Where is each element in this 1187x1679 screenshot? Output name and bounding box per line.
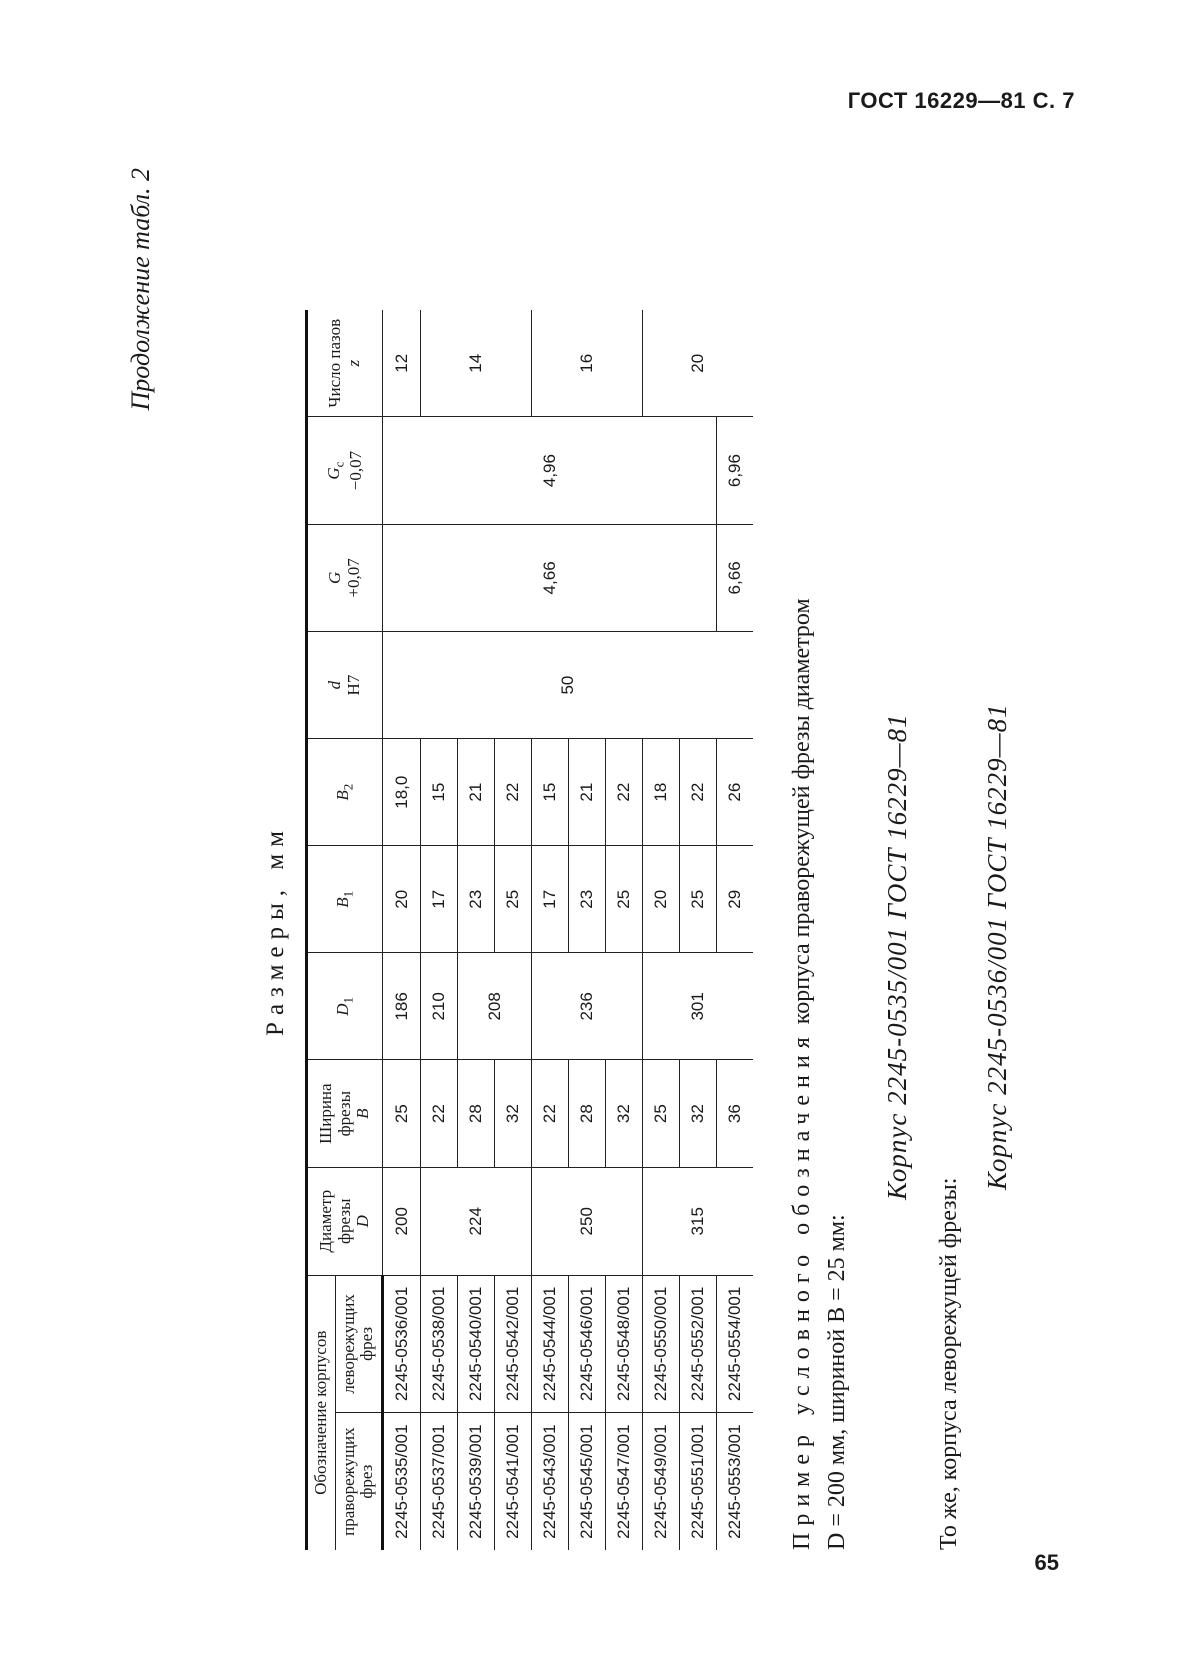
example-line2: D = 200 мм, шириной B = 25 мм:	[823, 1214, 850, 1550]
cell-right-code: 2245-0537/001	[421, 1413, 458, 1550]
cell-left-code: 2245-0538/001	[421, 1275, 458, 1413]
cell-left-code: 2245-0550/001	[643, 1275, 680, 1413]
cell-left-code: 2245-0536/001	[383, 1275, 421, 1413]
cell-width: 28	[458, 1060, 495, 1168]
cell-z: 20	[643, 310, 754, 417]
cell-width: 25	[383, 1060, 421, 1168]
header-z: Число пазов z	[307, 310, 383, 417]
header-d1: $D_1$	[307, 953, 383, 1060]
cell-right-code: 2245-0535/001	[383, 1413, 421, 1550]
cell-z: 14	[421, 310, 532, 417]
cell-right-code: 2245-0551/001	[680, 1413, 717, 1550]
cell-d: 50	[383, 632, 754, 739]
cell-gc: 6,96	[717, 417, 754, 524]
cell-g: 6,66	[717, 524, 754, 631]
header-width: Ширина фрезы B	[307, 1060, 383, 1168]
page-number: 65	[1034, 1550, 1059, 1575]
left-cutting-intro: То же, корпуса леворежущей фрезы:	[936, 1177, 962, 1550]
cell-left-code: 2245-0544/001	[532, 1275, 569, 1413]
cell-width: 22	[421, 1060, 458, 1168]
cell-b1: 25	[680, 846, 717, 953]
cell-b2: 22	[495, 739, 532, 846]
cell-b2: 15	[421, 739, 458, 846]
header-designation-group: Обозначение корпусов	[307, 1275, 336, 1550]
cell-b2: 18,0	[383, 739, 421, 846]
cell-b2: 26	[717, 739, 754, 846]
cell-d1: 186	[383, 953, 421, 1060]
example-caption	[785, 310, 855, 1550]
cell-z: 12	[383, 310, 421, 417]
cell-width: 28	[569, 1060, 606, 1168]
cell-right-code: 2245-0547/001	[606, 1413, 643, 1550]
cell-d1: 236	[532, 953, 643, 1060]
cell-b1: 29	[717, 846, 754, 953]
cell-b1: 25	[606, 846, 643, 953]
cell-b2: 18	[643, 739, 680, 846]
example-rest: корпуса праворежущей фрезы диаметром	[789, 598, 815, 1031]
cell-width: 22	[532, 1060, 569, 1168]
header-left-cutting: леворежущих фрез	[335, 1275, 382, 1413]
header-right-cutting: праворежущих фрез	[335, 1413, 382, 1550]
header-g: G +0,07	[307, 524, 383, 631]
cell-left-code: 2245-0552/001	[680, 1275, 717, 1413]
header-b1: $B_1$	[307, 846, 383, 953]
cell-g: 4,66	[383, 524, 717, 631]
cell-width: 32	[680, 1060, 717, 1168]
cell-d1: 208	[458, 953, 532, 1060]
header-d: d H7	[307, 632, 383, 739]
table-row	[717, 310, 754, 1550]
corpus-left-designation: Корпус 2245-0536/001 ГОСТ 16229—81	[982, 703, 1012, 1190]
cell-right-code: 2245-0545/001	[569, 1413, 606, 1550]
cell-b1: 23	[458, 846, 495, 953]
cell-b2: 22	[680, 739, 717, 846]
example-lead: Пример условного обозначения	[789, 1030, 815, 1550]
cell-right-code: 2245-0539/001	[458, 1413, 495, 1550]
cell-diameter: 224	[421, 1167, 532, 1275]
cell-width: 36	[717, 1060, 754, 1168]
cell-width: 32	[606, 1060, 643, 1168]
cell-right-code: 2245-0553/001	[717, 1413, 754, 1550]
cell-b1: 20	[643, 846, 680, 953]
cell-d1: 301	[643, 953, 754, 1060]
cell-left-code: 2245-0546/001	[569, 1275, 606, 1413]
cell-b2: 15	[532, 739, 569, 846]
cell-width: 25	[643, 1060, 680, 1168]
table-continuation-label: Продолжение табл. 2	[126, 168, 155, 411]
cell-diameter: 315	[643, 1167, 754, 1275]
cell-d1: 210	[421, 953, 458, 1060]
rotated-page-content	[120, 150, 1130, 1550]
dimensions-table	[305, 310, 753, 1550]
header-diameter: Диаметр фрезы D	[307, 1167, 383, 1275]
cell-b1: 20	[383, 846, 421, 953]
header-b2: $B_2$	[307, 739, 383, 846]
cell-z: 16	[532, 310, 643, 417]
cell-left-code: 2245-0548/001	[606, 1275, 643, 1413]
cell-b1: 23	[569, 846, 606, 953]
cell-b1: 17	[421, 846, 458, 953]
cell-right-code: 2245-0541/001	[495, 1413, 532, 1550]
document-header: ГОСТ 16229—81 С. 7	[847, 88, 1075, 113]
cell-b1: 25	[495, 846, 532, 953]
cell-left-code: 2245-0554/001	[717, 1275, 754, 1413]
cell-diameter: 200	[383, 1167, 421, 1275]
dimensions-title: Размеры, мм	[262, 824, 289, 1036]
corpus-right-designation: Корпус 2245-0535/001 ГОСТ 16229—81	[882, 713, 912, 1200]
table-row	[383, 310, 421, 1550]
cell-b1: 17	[532, 846, 569, 953]
cell-b2: 21	[569, 739, 606, 846]
cell-right-code: 2245-0543/001	[532, 1413, 569, 1550]
cell-right-code: 2245-0549/001	[643, 1413, 680, 1550]
cell-diameter: 250	[532, 1167, 643, 1275]
cell-width: 32	[495, 1060, 532, 1168]
cell-b2: 22	[606, 739, 643, 846]
cell-left-code: 2245-0540/001	[458, 1275, 495, 1413]
cell-left-code: 2245-0542/001	[495, 1275, 532, 1413]
cell-gc: 4,96	[383, 417, 717, 524]
header-gc: $G_c$ −0,07	[307, 417, 383, 524]
cell-b2: 21	[458, 739, 495, 846]
